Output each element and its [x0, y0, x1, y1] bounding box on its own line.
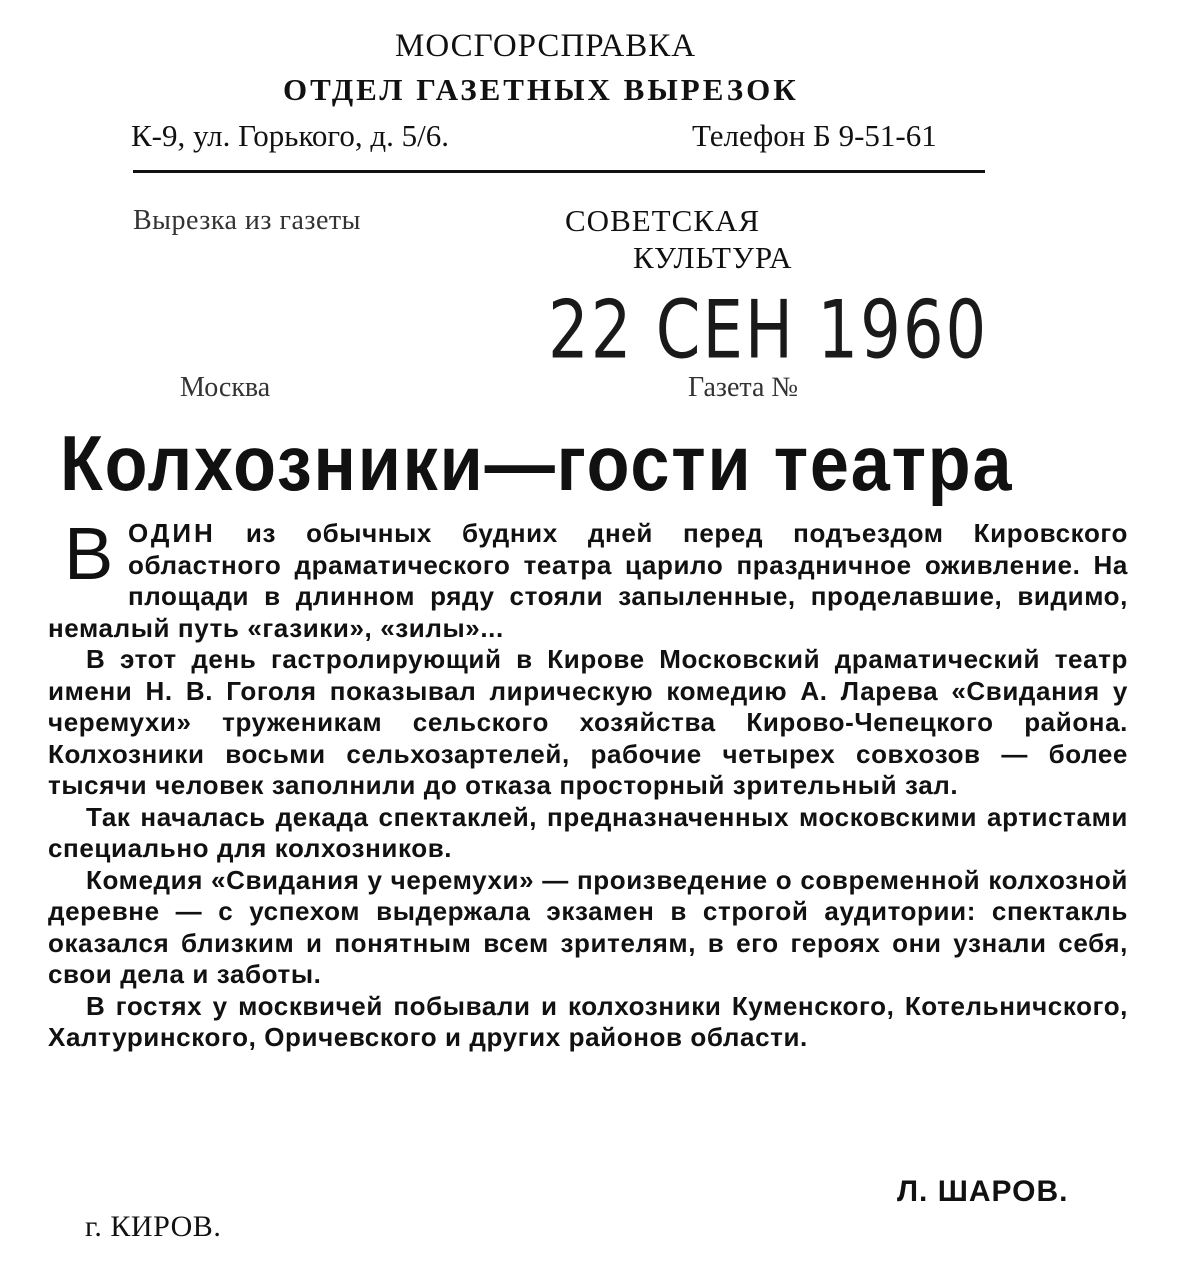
lead-word: ОДИН: [127, 518, 216, 548]
article-paragraph: Комедия «Свидания у черемухи» — произведение о современной колхозной деревне — с успехом выдержала экзамен в строгой аудитории: спектакль оказался близким и понятным всем зрителям, в его героях они узнали себя, свои дела и заботы.: [48, 864, 1128, 989]
article-headline: Колхозники—гости театра: [60, 419, 1014, 507]
drop-cap: В: [64, 512, 114, 595]
article-place: г. КИРОВ.: [85, 1210, 222, 1243]
article-paragraph: В этот день гастролирующий в Кирове Московский драматический театр имени Н. В. Гоголя показывал лирическую комедию А. Ларева «Свидания у черемухи» труженикам сельского хозяйства Кирово-Чепецкого района. Колхозники восьми сельхозартелей, рабочие четырех совхозов — более тысячи человек заполнили до отказа просторный зрительный зал.: [48, 644, 1128, 800]
date-stamp: 22 СЕН 1960: [548, 285, 989, 378]
article-author: Л. ШАРОВ.: [897, 1175, 1069, 1208]
city-label: Москва: [180, 372, 271, 403]
newspaper-name-line2: КУЛЬТУРА: [633, 240, 793, 275]
header-department: ОТДЕЛ ГАЗЕТНЫХ ВЫРЕЗОК: [283, 72, 799, 107]
header-address: К-9, ул. Горького, д. 5/6.: [131, 118, 450, 153]
header-phone: Телефон Б 9-51-61: [692, 118, 937, 153]
article-paragraph: Так началась декада спектаклей, предназначенных московскими артистами специально для колхозников.: [48, 801, 1128, 863]
article-paragraph: В гостях у москвичей побывали и колхозники Куменского, Котельничского, Халтуринского, Оричевского и других районов области.: [48, 990, 1128, 1052]
article-paragraph: [48, 512, 1128, 644]
clipping-label: Вырезка из газеты: [133, 205, 361, 236]
header-org: МОСГОРСПРАВКА: [395, 28, 697, 64]
issue-label: Газета №: [688, 372, 799, 403]
paragraph-text: из обычных будних дней перед подъездом Кировского областного драматического театра царило праздничное оживление. На площади в длинном ряду стояли запыленные, проделавшие, видимо, немалый путь «газики», «зилы»...: [48, 518, 1128, 643]
article-body: [48, 512, 1128, 1054]
newspaper-name-line1: СОВЕТСКАЯ: [565, 203, 761, 238]
header-divider: [133, 170, 985, 173]
